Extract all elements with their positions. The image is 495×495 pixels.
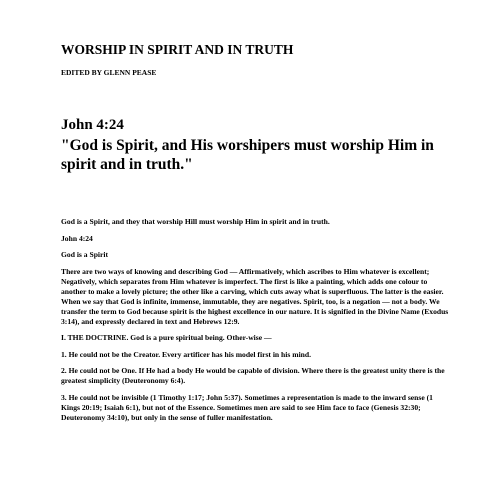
paragraph-reference: John 4:24 xyxy=(61,233,93,243)
scripture-reference: John 4:24 xyxy=(61,117,124,133)
editor-credit: EDITED BY GLENN PEASE xyxy=(61,68,157,77)
paragraph-heading: God is a Spirit xyxy=(61,250,109,259)
body-text xyxy=(61,217,453,429)
paragraph-doctrine: I. THE DOCTRINE. God is a pure spiritual being. Other-wise — xyxy=(61,333,272,342)
paragraph-intro: There are two ways of knowing and describing God — Affirmatively, which ascribes to Him whatever is excellent; Negatively, which separates from Him whatever is imperfect. The first is like a painting, which adds one colour to another to make a lovely picture; the other like a carving, which cuts away what is superfluous. The latter is the easier. When we say that God is infinite, immense, immutable, they are negatives. Spirit, too, is a negation — not a body. We transfer the term to God because spirit is the highest excellence in our nature. It is signified in the Divine Name (Exodus 3:14), and expressly declared in text and Hebrews 12:9. xyxy=(61,266,449,326)
document-title: WORSHIP IN SPIRIT AND IN TRUTH xyxy=(61,42,294,57)
paragraph-point-1: 1. He could not be the Creator. Every artificer has his model first in his mind. xyxy=(61,349,312,359)
paragraph-point-2: 2. He could not be One. If He had a body He would be capable of division. Where there is the greatest unity there is the greatest simplicity (Deuteronomy 6:4). xyxy=(61,366,445,385)
scripture-quote: "God is Spirit, and His worshipers must worship Him in spirit and in truth." xyxy=(61,137,434,173)
paragraph-text-line: God is a Spirit, and they that worship Hill must worship Him in spirit and in truth. xyxy=(61,217,330,226)
paragraph-point-3: 3. He could not be invisible (1 Timothy 1:17; John 5:37). Sometimes a representation is made to the inward sense (1 Kings 20:19; Isaiah 6:1), but not of the Essence. Sometimes men are said to see Him face to face (Genesis 32:30; Deuteronomy 34:10), but only in the sense of fuller manifestation. xyxy=(61,392,433,422)
